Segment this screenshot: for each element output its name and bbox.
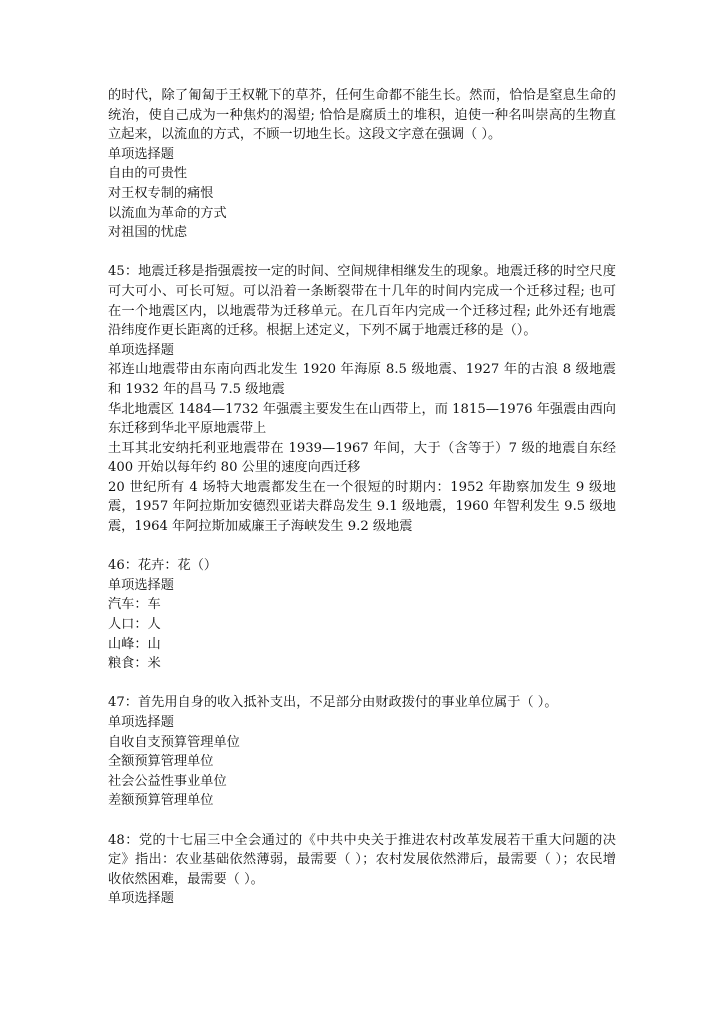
question-46-option-d[interactable]: 粮食：米	[108, 656, 161, 672]
question-45	[108, 262, 616, 536]
question-48	[108, 831, 616, 909]
question-47-option-c[interactable]: 社会公益性事业单位	[108, 773, 227, 789]
question-48-type: 单项选择题	[108, 891, 174, 907]
question-45-option-b[interactable]: 华北地震区 1484—1732 年强震主要发生在山西带上，而 1815—1976 年强震由西向东迁移到华北平原地震带上	[108, 401, 616, 437]
question-44-option-c[interactable]: 以流血为革命的方式	[108, 205, 227, 221]
question-47-option-d[interactable]: 差额预算管理单位	[108, 793, 214, 809]
question-47	[108, 693, 616, 811]
document-page	[108, 86, 616, 909]
question-44-stem: 的时代，除了匍匐于王权靴下的草芥，任何生命都不能生长。然而，恰恰是窒息生命的统治，使自己成为一种焦灼的渴望; 恰恰是腐质土的堆积，迫使一种名叫崇高的生物直立起来，以流血的方式，不顾一切地生长。这段文字意在强调（ ）。	[108, 88, 616, 143]
question-44-option-b[interactable]: 对王权专制的痛恨	[108, 185, 214, 201]
question-46-option-c[interactable]: 山峰：山	[108, 636, 161, 652]
question-46-type: 单项选择题	[108, 577, 174, 593]
question-46-option-b[interactable]: 人口：人	[108, 617, 161, 633]
question-47-type: 单项选择题	[108, 715, 174, 730]
spacer	[108, 674, 616, 694]
question-46-stem: 46：花卉：花（）	[108, 558, 218, 574]
question-44	[108, 86, 616, 243]
spacer	[108, 243, 616, 263]
question-44-type: 单项选择题	[108, 146, 174, 162]
question-45-type: 单项选择题	[108, 342, 174, 358]
question-44-option-d[interactable]: 对祖国的忧虑	[108, 225, 188, 241]
question-47-option-a[interactable]: 自收自支预算管理单位	[108, 734, 240, 750]
question-45-stem: 45：地震迁移是指强震按一定的时间、空间规律相继发生的现象。地震迁移的时空尺度可大可小、可长可短。可以沿着一条断裂带在十几年的时间内完成一个迁移过程; 也可在一个地震区内，以地震带为迁移单元。在几百年内完成一个迁移过程; 此外还有地震沿纬度作更长距离的迁移。根据上述定义，下列不属于地震迁移的是（）。	[108, 264, 616, 339]
question-45-option-d[interactable]: 20 世纪所有 4 场特大地震都发生在一个很短的时期内：1952 年勘察加发生 9 级地震，1957 年阿拉斯加安德烈亚诺夫群岛发生 9.1 级地震，1960 年智利发生 9.5 级地震，1964 年阿拉斯加威廉王子海峡发生 9.2 级地震	[108, 479, 616, 535]
question-48-stem: 48：党的十七届三中全会通过的《中共中央关于推进农村改革发展若干重大问题的决定》指出：农业基础依然薄弱，最需要（ ）；农村发展依然滞后，最需要（ ）；农民增收依然困难，最需要（ ）。	[108, 832, 616, 887]
question-45-option-a[interactable]: 祁连山地震带由东南向西北发生 1920 年海原 8.5 级地震、1927 年的古浪 8 级地震和 1932 年的昌马 7.5 级地震	[108, 362, 616, 397]
question-44-option-a[interactable]: 自由的可贵性	[108, 166, 188, 182]
question-45-option-c[interactable]: 土耳其北安纳托利亚地震带在 1939—1967 年间，大于（含等于）7 级的地震自东经 400 开始以每年约 80 公里的速度向西迁移	[108, 440, 616, 476]
question-47-stem: 47：首先用自身的收入抵补支出，不足部分由财政拨付的事业单位属于（ ）。	[108, 695, 558, 711]
spacer	[108, 537, 616, 557]
spacer	[108, 811, 616, 831]
question-46	[108, 556, 616, 674]
question-47-option-b[interactable]: 全额预算管理单位	[108, 754, 214, 770]
question-46-option-a[interactable]: 汽车：车	[108, 597, 161, 613]
